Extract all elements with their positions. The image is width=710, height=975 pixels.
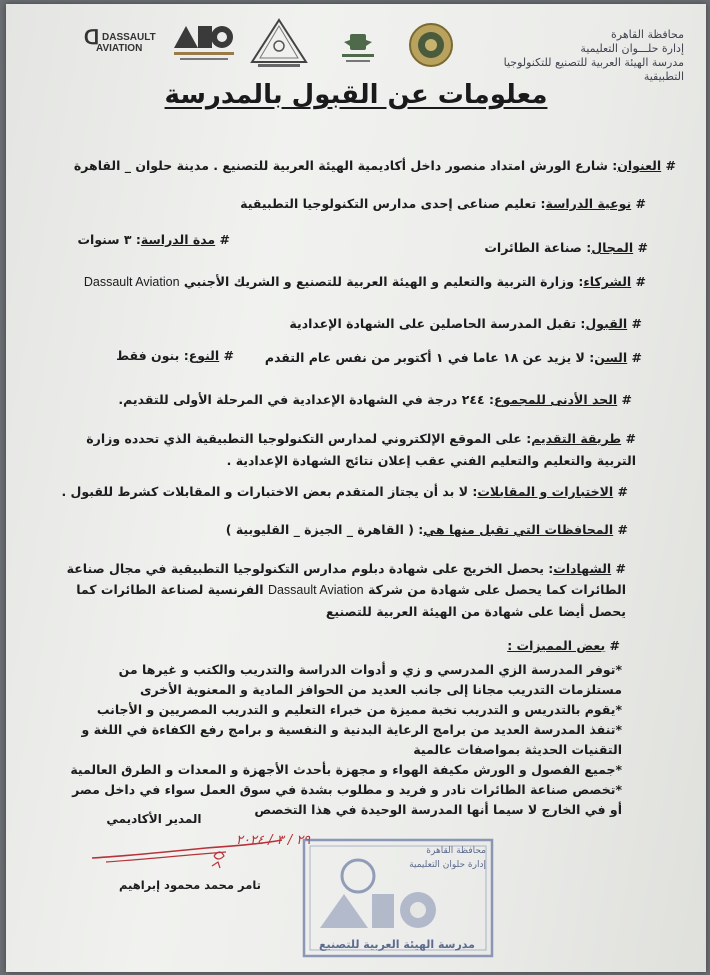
admission-value: : تقبل المدرسة الحاصلين على الشهادة الإعدادية bbox=[289, 316, 586, 331]
duration-line: # مدة الدراسة: ٣ سنوات bbox=[77, 232, 230, 247]
aoi-logo bbox=[168, 18, 240, 66]
signature-name: تامر محمد محمود إبراهيم bbox=[119, 878, 261, 892]
benefit-item: *يقوم بالتدريس و التدريب نخبة مميزة من خبراء التعليم و التدريب المصريين و الأجانب bbox=[96, 702, 622, 717]
admin-text: إدارة حلـــوان التعليمية bbox=[580, 42, 684, 55]
apply-label: طريقة التقديم bbox=[531, 431, 622, 446]
school-text: مدرسة الهيئة العربية للتصنيع للتكنولوجيا التطبيقية bbox=[503, 56, 684, 83]
partners-label: الشركاء bbox=[583, 274, 632, 289]
duration-value: : ٣ سنوات bbox=[77, 232, 141, 247]
document-page bbox=[6, 4, 706, 972]
apply-value: : على الموقع الإلكتروني لمدارس التكنولوجيا التطبيقية الذي تحدده وزارة التربية والتعليم والتعليم الفني عقب إعلان نتائج الشهادة الإعدادية . bbox=[86, 431, 636, 468]
age-value: : لا يزيد عن ١٨ عاما في ١ أكتوبر من نفس عام التقدم bbox=[264, 350, 595, 365]
egypt-emblem-logo bbox=[338, 30, 378, 66]
governorates-line: # المحافظات التي تقبل منها هي: ( القاهرة _ الجيزة _ القليوبية ) bbox=[225, 522, 628, 537]
partners-foreign: Dassault Aviation bbox=[83, 275, 180, 289]
certificates-label: الشهادات bbox=[553, 561, 612, 576]
gender-line: # النوع: بنون فقط bbox=[116, 348, 234, 363]
age-line: # السن: لا يزيد عن ١٨ عاما في ١ أكتوبر من نفس عام التقدم bbox=[264, 350, 642, 365]
gender-label: النوع bbox=[188, 348, 220, 363]
governorates-label: المحافظات التي تقبل منها هي bbox=[423, 522, 614, 537]
certificates-value-2: الفرنسية لصناعة الطائرات كما يحصل أيضا على شهادة من الهيئة العربية للتصنيع bbox=[76, 582, 626, 619]
handwritten-signature bbox=[86, 826, 311, 878]
stamp-line-2: إدارة حلوان التعليمية bbox=[409, 860, 486, 870]
certificates-line: # الشهادات: يحصل الخريج على شهادة دبلوم مدارس التكنولوجيا التطبيقية في مجال صناعة الطائرات كما يحصل على شهادة من شركة Dassault Aviation الفرنسية لصناعة الطائرات كما يحصل أيضا على شهادة من الهيئة العربية للتصنيع bbox=[66, 561, 626, 619]
min-total-value: : ٢٤٤ درجة في الشهادة الإعدادية في المرحلة الأولى للتقديم. bbox=[118, 392, 494, 407]
study-type-line: # نوعية الدراسة: تعليم صناعى إحدى مدارس التكنولوجيا التطبيقية bbox=[240, 196, 646, 211]
benefit-item: *تنفذ المدرسة العديد من برامج الرعاية البدنية و النفسية و برامج رفع الكفاءة في اللغة و التقنيات الحديثة بمواصفات عالمية bbox=[81, 722, 622, 757]
signature-date: ٢٩ / ٣ / ٢٠٢٤ bbox=[236, 833, 311, 848]
field-line: # المجال: صناعة الطائرات bbox=[484, 240, 648, 255]
certificates-value-1: : يحصل الخريج على شهادة دبلوم مدارس التكنولوجيا التطبيقية في مجال صناعة الطائرات كما يحصل على شهادة من شركة bbox=[66, 561, 626, 597]
benefit-item: *جميع الفصول و الورش مكيفة الهواء و مجهزة بأحدث الأجهزة و المعدات و الطرق العالمية bbox=[70, 762, 622, 777]
admission-label: القبول bbox=[585, 316, 628, 331]
field-label: المجال bbox=[591, 240, 634, 255]
governorate-text: محافظة القاهرة bbox=[611, 28, 684, 41]
benefits-heading: # بعض المميزات : bbox=[507, 638, 620, 653]
min-total-label: الحد الأدنى للمجموع bbox=[493, 392, 618, 407]
duration-label: مدة الدراسة bbox=[140, 232, 216, 247]
address-label: العنوان bbox=[617, 158, 662, 173]
field-value: : صناعة الطائرات bbox=[484, 240, 592, 255]
signature-title: المدير الأكاديمي bbox=[106, 812, 202, 826]
tests-line: # الاختبارات و المقابلات: لا بد أن يجتاز المتقدم بعض الاختبارات و المقابلات كشرط للقبول . bbox=[61, 484, 628, 499]
min-total-line: # الحد الأدنى للمجموع: ٢٤٤ درجة في الشهادة الإعدادية في المرحلة الأولى للتقديم. bbox=[118, 392, 632, 407]
benefit-item: *تخصص صناعة الطائرات نادر و فريد و مطلوب بشدة في سوق العمل سواء في داخل مصر أو في الخارج لا سيما أنها المدرسة الوحيدة في هذا التخصص bbox=[72, 782, 622, 817]
stamp-line-1: محافظة القاهرة bbox=[426, 846, 486, 856]
page-title: معلومات عن القبول بالمدرسة bbox=[164, 80, 548, 110]
governorates-value: : ( القاهرة _ الجيزة _ القليوبية ) bbox=[225, 522, 424, 537]
age-label: السن bbox=[594, 350, 628, 365]
pyramid-logo bbox=[248, 16, 310, 70]
ministry-seal-logo bbox=[408, 22, 454, 68]
admission-line: # القبول: تقبل المدرسة الحاصلين على الشهادة الإعدادية bbox=[289, 316, 642, 331]
address-value: : شارع الورش امتداد منصور داخل أكاديمية الهيئة العربية للتصنيع . مدينة حلوان _ القاهرة bbox=[73, 158, 618, 173]
stamp-line-3: مدرسة الهيئة العربية للتصنيع bbox=[319, 938, 475, 951]
partners-value: : وزارة التربية والتعليم و الهيئة العربية للتصنيع و الشريك الأجنبي bbox=[183, 274, 584, 289]
letterhead bbox=[484, 28, 684, 84]
logo-strip bbox=[76, 14, 466, 74]
certificates-foreign: Dassault Aviation bbox=[267, 583, 364, 597]
apply-line: # طريقة التقديم: على الموقع الإلكتروني لمدارس التكنولوجيا التطبيقية الذي تحدده وزارة التربية والتعليم والتعليم الفني عقب إعلان نتائج الشهادة الإعدادية . bbox=[86, 431, 636, 468]
tests-label: الاختبارات و المقابلات bbox=[477, 484, 614, 499]
gender-value: : بنون فقط bbox=[116, 348, 189, 363]
tests-value: : لا بد أن يجتاز المتقدم بعض الاختبارات و المقابلات كشرط للقبول . bbox=[61, 484, 478, 499]
benefits-label: بعض المميزات : bbox=[507, 638, 606, 653]
study-type-label: نوعية الدراسة bbox=[545, 196, 632, 211]
benefit-item: *توفر المدرسة الزي المدرسي و زي و أدوات الدراسة والتدريب والكتب و غيرها من مستلزمات التدريب مجانا إلى جانب العديد من الحوافز المادية و المعنوية الأخرى bbox=[118, 662, 622, 697]
study-type-value: : تعليم صناعى إحدى مدارس التكنولوجيا التطبيقية bbox=[240, 196, 546, 211]
dassault-aviation-logo: ᗡ DASSAULT AVIATION bbox=[84, 27, 156, 54]
partners-line: # الشركاء: وزارة التربية والتعليم و الهيئة العربية للتصنيع و الشريك الأجنبي Dassault Aviation bbox=[83, 274, 646, 289]
address-line: # العنوان: شارع الورش امتداد منصور داخل أكاديمية الهيئة العربية للتصنيع . مدينة حلوان _ القاهرة bbox=[73, 158, 676, 173]
